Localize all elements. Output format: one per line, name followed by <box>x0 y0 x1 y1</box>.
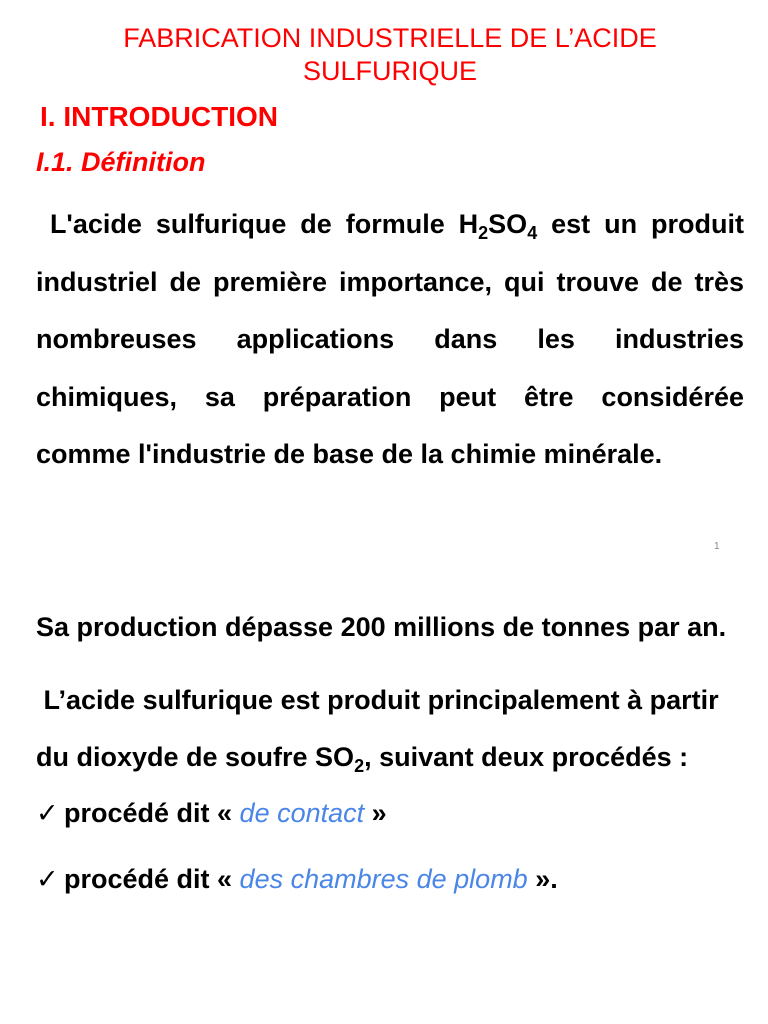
bullet-suffix: » <box>364 798 387 828</box>
bullet-item-lead-chambers <box>36 864 558 895</box>
bullet-item-contact <box>36 798 387 829</box>
process-name-lead-chambers: des chambres de plomb <box>239 864 528 894</box>
subscript-2: 2 <box>478 223 489 243</box>
definition-text-2: SO <box>488 209 528 239</box>
bullet-prefix: procédé dit « <box>64 864 240 894</box>
document-title: FABRICATION INDUSTRIELLE DE L’ACIDE SULFURIQUE <box>123 23 657 86</box>
definition-paragraph <box>36 196 744 484</box>
slide-2 <box>0 600 768 1024</box>
definition-text-3: est un produit industriel de première importance, qui trouve de très nombreuses applications dans les industries chimiques, sa préparation peut être considérée comme l'industrie de base de la chimie minérale. <box>36 209 744 469</box>
process-intro-text-2: , suivant deux procédés : <box>364 742 689 772</box>
subscript-2: 2 <box>354 756 365 776</box>
subscript-4: 4 <box>527 223 538 243</box>
production-paragraph: Sa production dépasse 200 millions de tonnes par an. <box>36 612 727 642</box>
process-name-contact: de contact <box>239 798 365 828</box>
process-intro-paragraph <box>36 672 748 786</box>
definition-text-1: L'acide sulfurique de formule H <box>49 209 479 239</box>
process-intro-text-1: L’acide sulfurique est produit principalement à partir du dioxyde de soufre SO <box>36 685 719 772</box>
slide-number: 1 <box>714 541 720 552</box>
section-heading: I. INTRODUCTION <box>40 101 278 132</box>
checkmark-icon: ✓ <box>36 798 59 828</box>
checkmark-icon: ✓ <box>36 864 59 894</box>
bullet-suffix: ». <box>527 864 558 894</box>
subsection-heading: I.1. Définition <box>36 147 206 177</box>
bullet-prefix: procédé dit « <box>64 798 240 828</box>
